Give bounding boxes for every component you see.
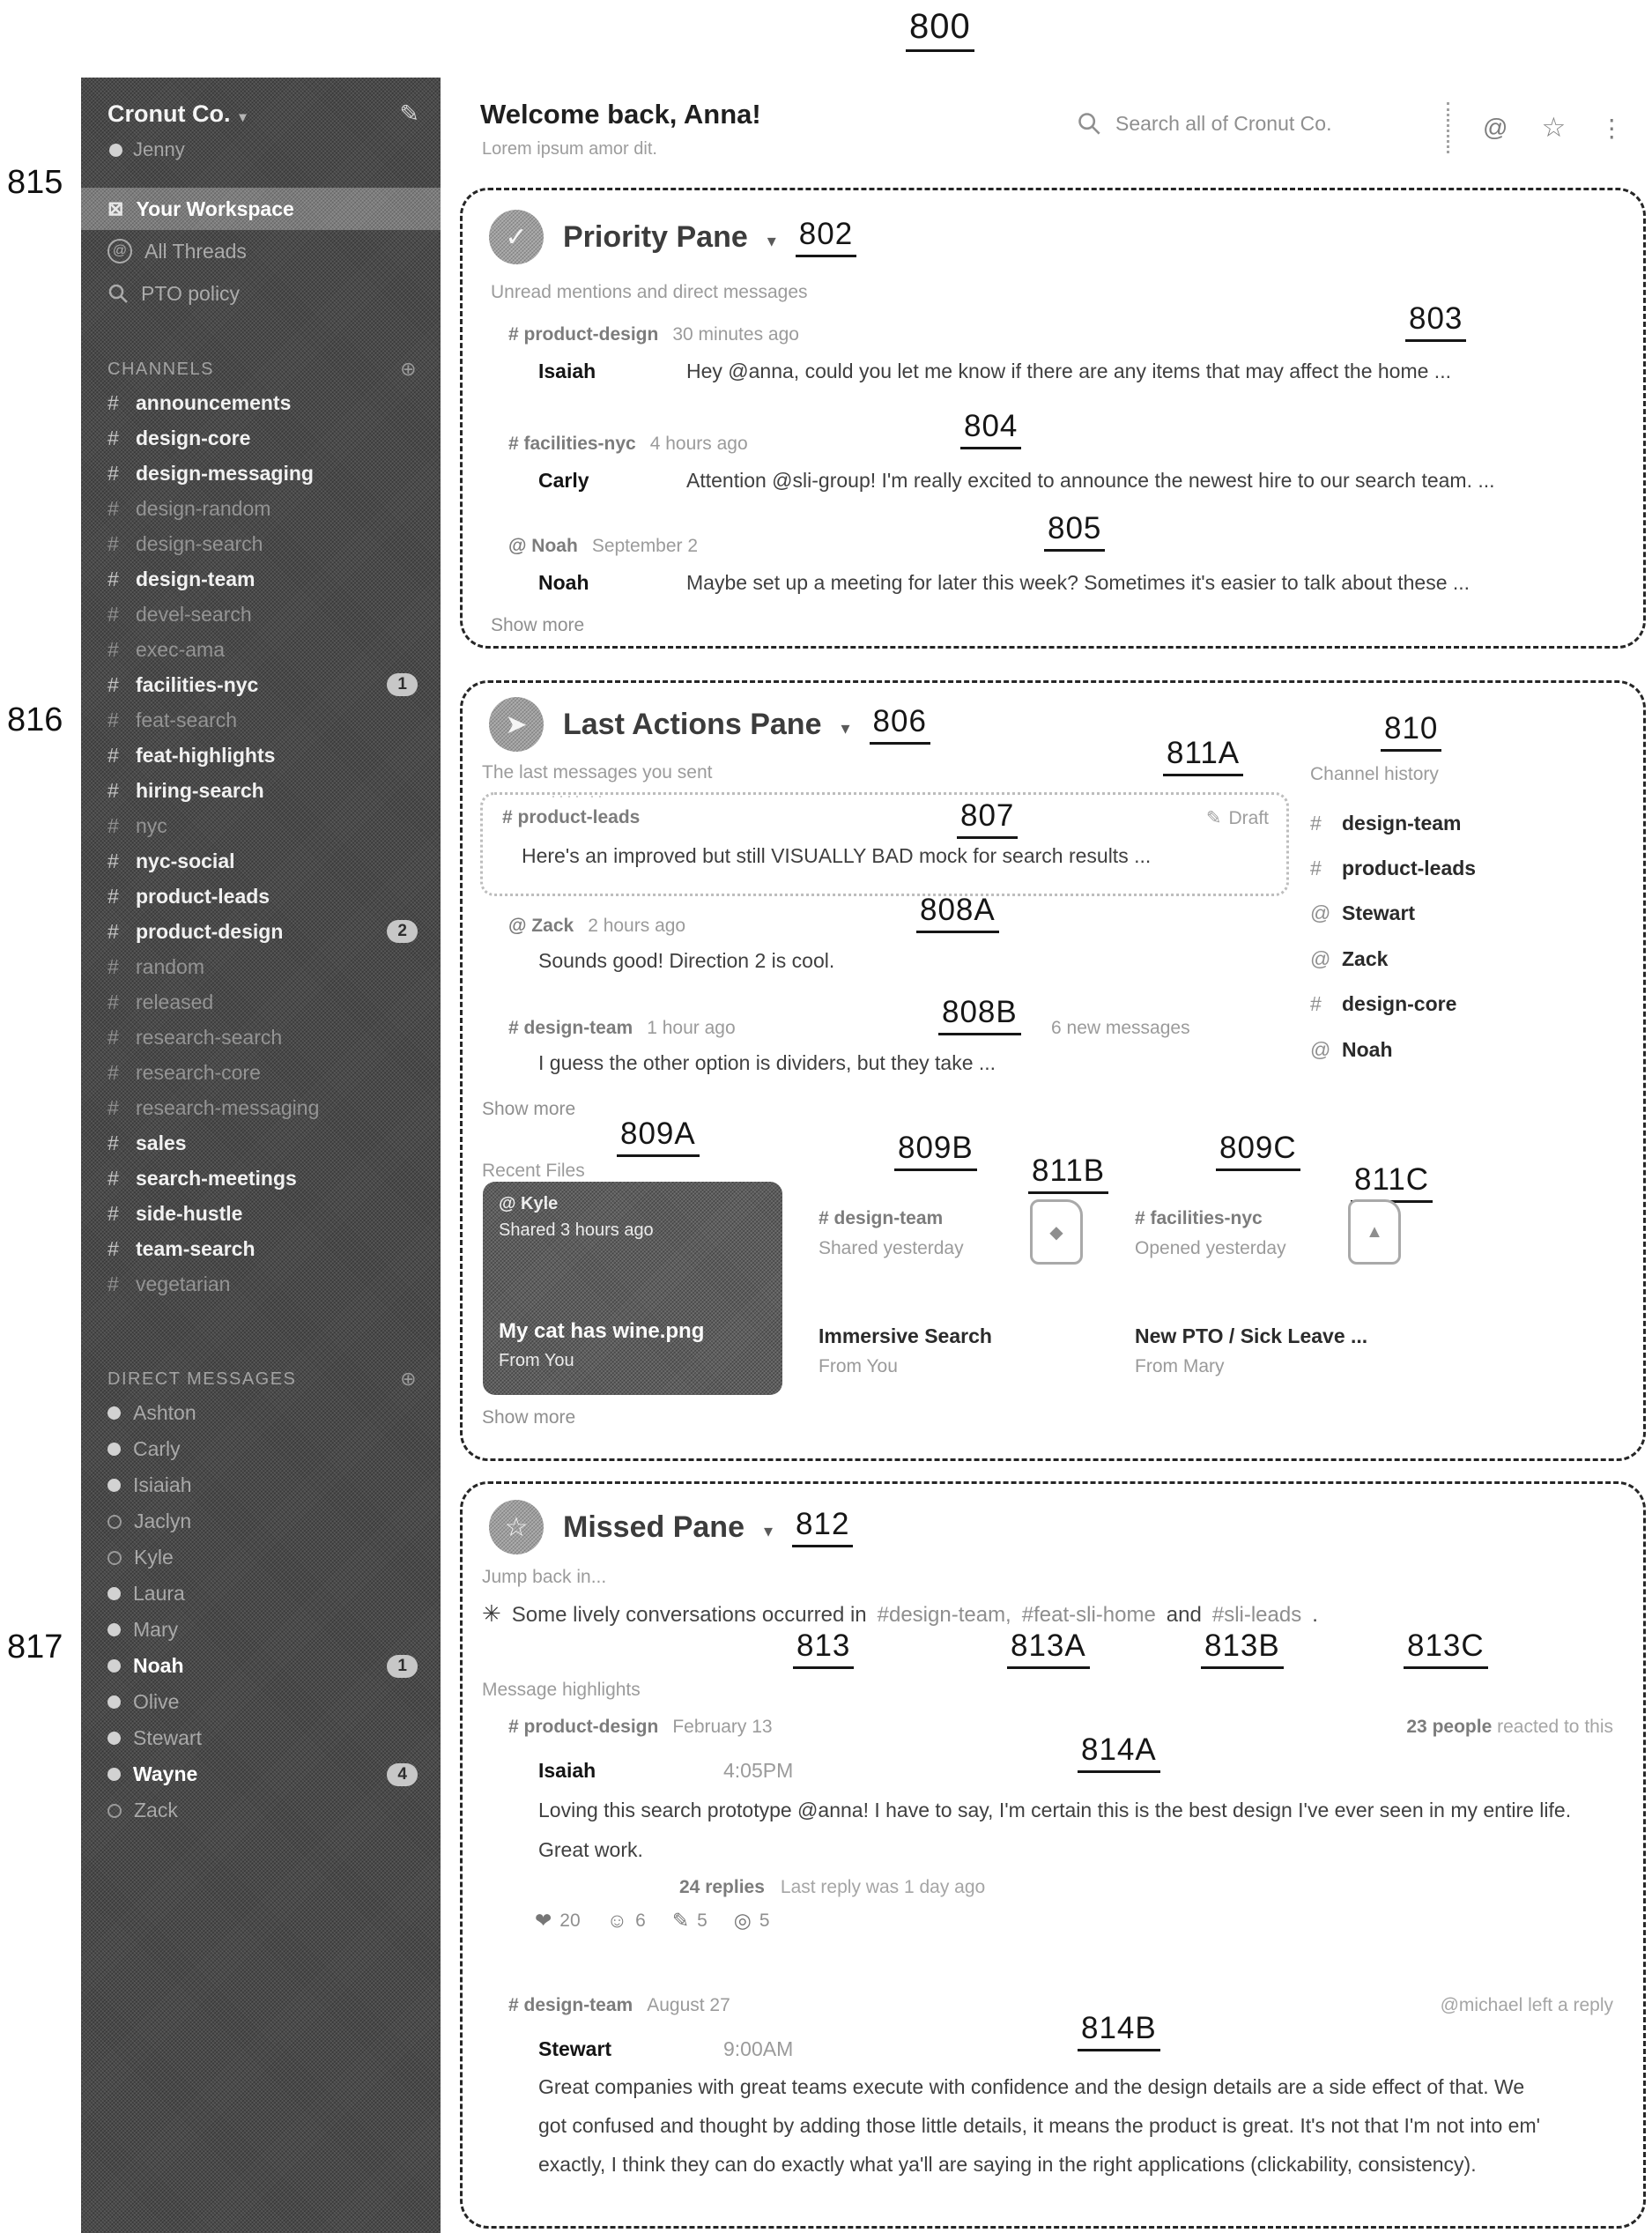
history-item[interactable]: # design-core (1310, 992, 1457, 1015)
message-row[interactable]: Sounds good! Direction 2 is cool. (538, 949, 835, 972)
draft-channel: # product-leads (502, 807, 641, 827)
message-row[interactable]: Isaiah Hey @anna, could you let me know if there are any items that may affect the home ... (538, 360, 1451, 382)
figure-ref-815: 815 (7, 164, 63, 201)
channel-item[interactable]: # team-search (107, 1236, 256, 1260)
ref-804: 804 (960, 409, 1021, 449)
presence-online-dot (107, 1406, 121, 1420)
channel-item[interactable]: # feat-highlights (107, 743, 276, 767)
channel-link[interactable]: #feat-sli-home (1021, 1603, 1156, 1627)
channel-item[interactable]: # product-design 2 (81, 914, 441, 949)
file-sharer: @ Kyle (499, 1194, 559, 1213)
presence-offline-dot (107, 1551, 122, 1565)
message-row[interactable]: Carly Attention @sli-group! I'm really excited to announce the newest hire to our search team. ... (538, 469, 1495, 492)
channel-item[interactable]: # facilities-nyc 1 (81, 667, 441, 702)
chevron-down-icon[interactable]: ▾ (763, 1521, 774, 1541)
chevron-down-icon[interactable]: ▾ (841, 718, 850, 738)
file-channel: # facilities-nyc (1135, 1208, 1263, 1228)
dm-item[interactable]: Zack (81, 1792, 441, 1829)
threads-icon: @ (107, 239, 132, 263)
page-title: Welcome back, Anna! (480, 99, 761, 130)
ref-809B: 809B (894, 1131, 977, 1171)
ref-802: 802 (796, 217, 856, 257)
file-title[interactable]: Immersive Search (819, 1324, 992, 1347)
file-from: From Mary (1135, 1356, 1225, 1376)
message-text: Great companies with great teams execute with confidence and the design details are a side effect of that. We got confused and thought by adding those little details, it means the product is great. It's not that I'm not into em' exactly, I think they can do exactly what ya'll are saying in the right applications (clickability, consistency). (538, 2075, 1541, 2176)
dm-item[interactable]: Stewart (81, 1720, 441, 1756)
message-highlights-label: Message highlights (482, 1680, 641, 1700)
compose-icon[interactable]: ✎ (399, 100, 419, 127)
show-more-link[interactable]: Show more (491, 615, 585, 635)
add-channel-icon[interactable]: ⊕ (400, 358, 418, 380)
message-row[interactable]: Noah Maybe set up a meeting for later this week? Sometimes it's easier to talk about these ... (538, 571, 1471, 594)
sidebar-item-your-workspace[interactable] (81, 188, 441, 230)
reaction-chip[interactable]: ❤ 20 (535, 1909, 581, 1932)
history-item[interactable]: @ Zack (1310, 947, 1389, 970)
reply-summary: @michael left a reply (1440, 1995, 1613, 2015)
ref-810: 810 (1381, 711, 1441, 752)
ref-805: 805 (1044, 511, 1105, 552)
channels-header-label: CHANNELS (107, 359, 214, 379)
file-from: From You (819, 1356, 898, 1376)
thread-replies[interactable]: 24 replies Last reply was 1 day ago (679, 1877, 986, 1897)
reaction-chip[interactable]: ☺ 6 (606, 1909, 646, 1932)
presence-online-dot (107, 1587, 121, 1600)
ref-814A: 814A (1078, 1732, 1160, 1773)
channel-item[interactable]: # research-messaging (107, 1095, 320, 1119)
page-subtitle: Lorem ipsum amor dit. (482, 139, 657, 159)
draft-message-card[interactable] (480, 792, 1289, 896)
message-meta: @ Zack 2 hours ago (508, 916, 686, 936)
ref-813A: 813A (1007, 1628, 1090, 1669)
new-messages-note: 6 new messages (1051, 1018, 1190, 1038)
draft-text: Here's an improved but still VISUALLY BAD mock for search results ... (522, 844, 1152, 867)
history-item[interactable]: # product-leads (1310, 857, 1477, 879)
last-actions-subtitle: The last messages you sent (482, 762, 713, 783)
ref-808B: 808B (938, 995, 1021, 1035)
dm-item[interactable]: Laura (81, 1576, 441, 1612)
ref-811B: 811B (1028, 1154, 1108, 1194)
channel-item[interactable]: # design-messaging (107, 461, 314, 485)
file-meta: Shared 3 hours ago (499, 1220, 654, 1240)
figure-ref-816: 816 (7, 701, 63, 738)
message-text: Loving this search prototype @anna! I have to say, I'm certain this is the best design I've ever seen in my entire life. Great work. (538, 1799, 1572, 1861)
current-user[interactable] (81, 128, 441, 161)
show-more-link[interactable]: Show more (482, 1407, 576, 1428)
ref-809C: 809C (1216, 1131, 1300, 1171)
search-icon (107, 283, 129, 304)
channel-item[interactable]: # feat-search (107, 708, 238, 731)
dm-item[interactable]: Ashton (81, 1395, 441, 1431)
file-title: My cat has wine.png (499, 1319, 705, 1343)
presence-offline-dot (107, 1804, 122, 1818)
current-user-label: Jenny (133, 138, 185, 160)
presence-online-dot (107, 1443, 121, 1456)
drive-file-icon[interactable]: ▲ (1348, 1199, 1401, 1265)
header-actions (1447, 102, 1624, 153)
last-actions-pane-icon: ➤ (489, 697, 544, 752)
figure-ref-817: 817 (7, 1628, 63, 1665)
dm-item[interactable]: Olive (81, 1684, 441, 1720)
channel-item[interactable]: # design-team (107, 567, 256, 590)
divider (1447, 102, 1449, 153)
sketch-file-icon[interactable]: ◆ (1030, 1199, 1083, 1265)
saved-items-icon[interactable]: ☆ (1541, 112, 1567, 143)
file-channel: # design-team (819, 1208, 944, 1228)
priority-pane-subtitle: Unread mentions and direct messages (491, 282, 808, 302)
workspace-sidebar (81, 78, 441, 2233)
message-meta: # facilities-nyc 4 hours ago (508, 434, 748, 454)
last-actions-pane (460, 680, 1646, 1461)
channel-item[interactable]: # design-random (107, 496, 271, 520)
last-actions-pane-title: Last Actions Pane (563, 707, 822, 741)
sidebar-item-label: Your Workspace (136, 197, 294, 220)
workspace-icon: ⊠ (107, 197, 124, 219)
figure-ref-800: 800 (906, 7, 974, 52)
ref-811C: 811C (1351, 1162, 1433, 1203)
conversations-banner: ✳ Some lively conversations occurred in #design-team, #feat-sli-home and #sli-leads . (482, 1600, 1318, 1627)
history-item[interactable]: @ Noah (1310, 1038, 1393, 1061)
presence-online-dot (107, 1623, 121, 1636)
dm-item[interactable]: Noah 1 (81, 1648, 441, 1684)
channel-item[interactable]: # search-meetings (107, 1166, 297, 1190)
chevron-down-icon[interactable]: ▾ (767, 231, 776, 251)
message-meta: # design-team August 27 (508, 1995, 730, 2015)
presence-online-dot (107, 1768, 121, 1781)
channel-item[interactable]: # vegetarian (107, 1272, 231, 1295)
channel-link[interactable]: #sli-leads (1211, 1603, 1302, 1627)
missed-pane-header[interactable] (489, 1500, 853, 1554)
message-author-row[interactable]: Stewart 9:00AM (538, 2037, 794, 2060)
presence-online-dot (107, 1695, 121, 1709)
unread-badge: 1 (387, 673, 418, 696)
mentions-icon[interactable]: @ (1483, 114, 1508, 141)
channel-item[interactable]: # design-core (107, 426, 251, 449)
unread-badge: 4 (387, 1763, 418, 1786)
file-from: From You (499, 1351, 574, 1370)
channel-item[interactable]: # nyc-social (107, 849, 235, 872)
unread-badge: 1 (387, 1655, 418, 1678)
pencil-icon: ✎ (1205, 808, 1222, 828)
presence-offline-dot (107, 1515, 122, 1529)
channel-item[interactable]: # released (107, 990, 214, 1013)
message-author-row[interactable]: Isaiah 4:05PM (538, 1759, 794, 1782)
dm-item[interactable]: Jaclyn (81, 1503, 441, 1539)
channels-section-header (81, 353, 441, 385)
priority-pane-header[interactable] (489, 210, 856, 264)
sidebar-item-pto-policy[interactable] (81, 272, 441, 315)
ref-803: 803 (1405, 301, 1466, 342)
channel-item[interactable]: # hiring-search (107, 778, 264, 802)
channel-item[interactable]: # announcements (107, 390, 292, 414)
channel-item[interactable]: # research-core (107, 1060, 261, 1084)
reaction-chip[interactable]: ✎ 5 (671, 1909, 707, 1932)
presence-online-dot (107, 1659, 121, 1673)
missed-subtitle: Jump back in... (482, 1567, 607, 1587)
channel-item[interactable]: # design-search (107, 531, 263, 555)
missed-pane-title: Missed Pane (563, 1510, 745, 1544)
recent-files-label: Recent Files (482, 1161, 585, 1181)
draft-label: ✎ Draft (1205, 807, 1269, 828)
ref-807: 807 (957, 798, 1018, 839)
search-placeholder: Search all of Cronut Co. (1115, 111, 1332, 135)
dm-section-header (81, 1363, 441, 1395)
priority-pane (460, 188, 1646, 649)
message-meta: @ Noah September 2 (508, 536, 699, 556)
sidebar-item-all-threads[interactable] (81, 230, 441, 272)
presence-online-dot (107, 1479, 121, 1492)
channel-item[interactable]: # exec-ama (107, 637, 225, 661)
message-meta: # product-design 30 minutes ago (508, 324, 799, 345)
reaction-summary: 23 people reacted to this (1406, 1717, 1613, 1737)
channel-item[interactable]: # research-search (107, 1025, 283, 1049)
ref-813: 813 (793, 1628, 854, 1669)
heart-reaction-icon: ❤ (535, 1909, 552, 1932)
reaction-chip[interactable]: ◎ 5 (733, 1909, 770, 1932)
workspace-name-label: Cronut Co. (107, 100, 231, 127)
channel-item[interactable]: # nyc (107, 813, 167, 837)
smiley-reaction-icon: ☺ (606, 1909, 628, 1932)
dm-item[interactable]: Kyle (81, 1539, 441, 1576)
file-title[interactable]: New PTO / Sick Leave ... (1135, 1324, 1368, 1347)
overflow-menu-icon[interactable]: ⋮ (1599, 114, 1625, 142)
ref-813B: 813B (1201, 1628, 1284, 1669)
scribble-decoration: ···· ·· (551, 787, 605, 805)
dm-item[interactable]: Mary (81, 1612, 441, 1648)
message-meta: # product-design February 13 (508, 1717, 773, 1737)
ref-806: 806 (870, 704, 930, 745)
missed-pane (460, 1481, 1646, 2229)
ref-813C: 813C (1404, 1628, 1488, 1669)
channel-history-label: Channel history (1310, 764, 1439, 784)
sidebar-item-label: PTO policy (141, 281, 241, 305)
add-dm-icon[interactable]: ⊕ (400, 1368, 418, 1390)
channel-link[interactable]: #design-team, (877, 1603, 1011, 1627)
priority-pane-title: Priority Pane (563, 219, 748, 254)
presence-online-dot (107, 1732, 121, 1745)
ref-809A: 809A (617, 1116, 700, 1157)
dm-item[interactable]: Carly (81, 1431, 441, 1467)
channel-item[interactable]: # random (107, 954, 204, 978)
ref-814B: 814B (1078, 2011, 1160, 2051)
ref-812: 812 (792, 1507, 853, 1547)
file-card-image[interactable] (483, 1182, 782, 1395)
search-icon (1077, 111, 1101, 136)
sidebar-item-label: All Threads (144, 239, 247, 263)
dm-item[interactable]: Wayne 4 (81, 1756, 441, 1792)
channel-item[interactable]: # product-leads (107, 884, 270, 908)
presence-dot (109, 144, 122, 157)
channel-item[interactable]: # side-hustle (107, 1201, 243, 1225)
ring-reaction-icon: ◎ (733, 1909, 752, 1932)
show-more-link[interactable]: Show more (482, 1099, 576, 1119)
unread-badge: 2 (387, 920, 418, 943)
chevron-down-icon: ▾ (239, 110, 247, 125)
dm-header-label: DIRECT MESSAGES (107, 1369, 297, 1389)
workspace-name[interactable] (107, 100, 399, 128)
dm-item[interactable]: Isiaiah (81, 1467, 441, 1503)
history-item[interactable]: @ Stewart (1310, 901, 1416, 924)
last-actions-pane-header[interactable] (489, 697, 930, 752)
message-row[interactable]: I guess the other option is dividers, but they take ... (538, 1051, 996, 1074)
ref-811A: 811A (1163, 736, 1243, 776)
file-meta: Opened yesterday (1135, 1238, 1286, 1258)
channel-item[interactable]: # devel-search (107, 602, 252, 626)
missed-pane-icon: ☆ (489, 1500, 544, 1554)
history-item[interactable]: # design-team (1310, 812, 1462, 835)
priority-pane-icon: ✓ (489, 210, 544, 264)
channel-item[interactable]: # sales (107, 1131, 187, 1154)
file-meta: Shared yesterday (819, 1238, 964, 1258)
workspace-header[interactable] (81, 78, 441, 128)
pencil-reaction-icon: ✎ (671, 1909, 690, 1932)
reactions-row (535, 1909, 770, 1933)
ref-808A: 808A (916, 893, 999, 933)
sparkle-icon: ✳ (482, 1600, 501, 1627)
message-meta: # design-team 1 hour ago (508, 1018, 736, 1038)
search-input[interactable] (1077, 111, 1331, 136)
